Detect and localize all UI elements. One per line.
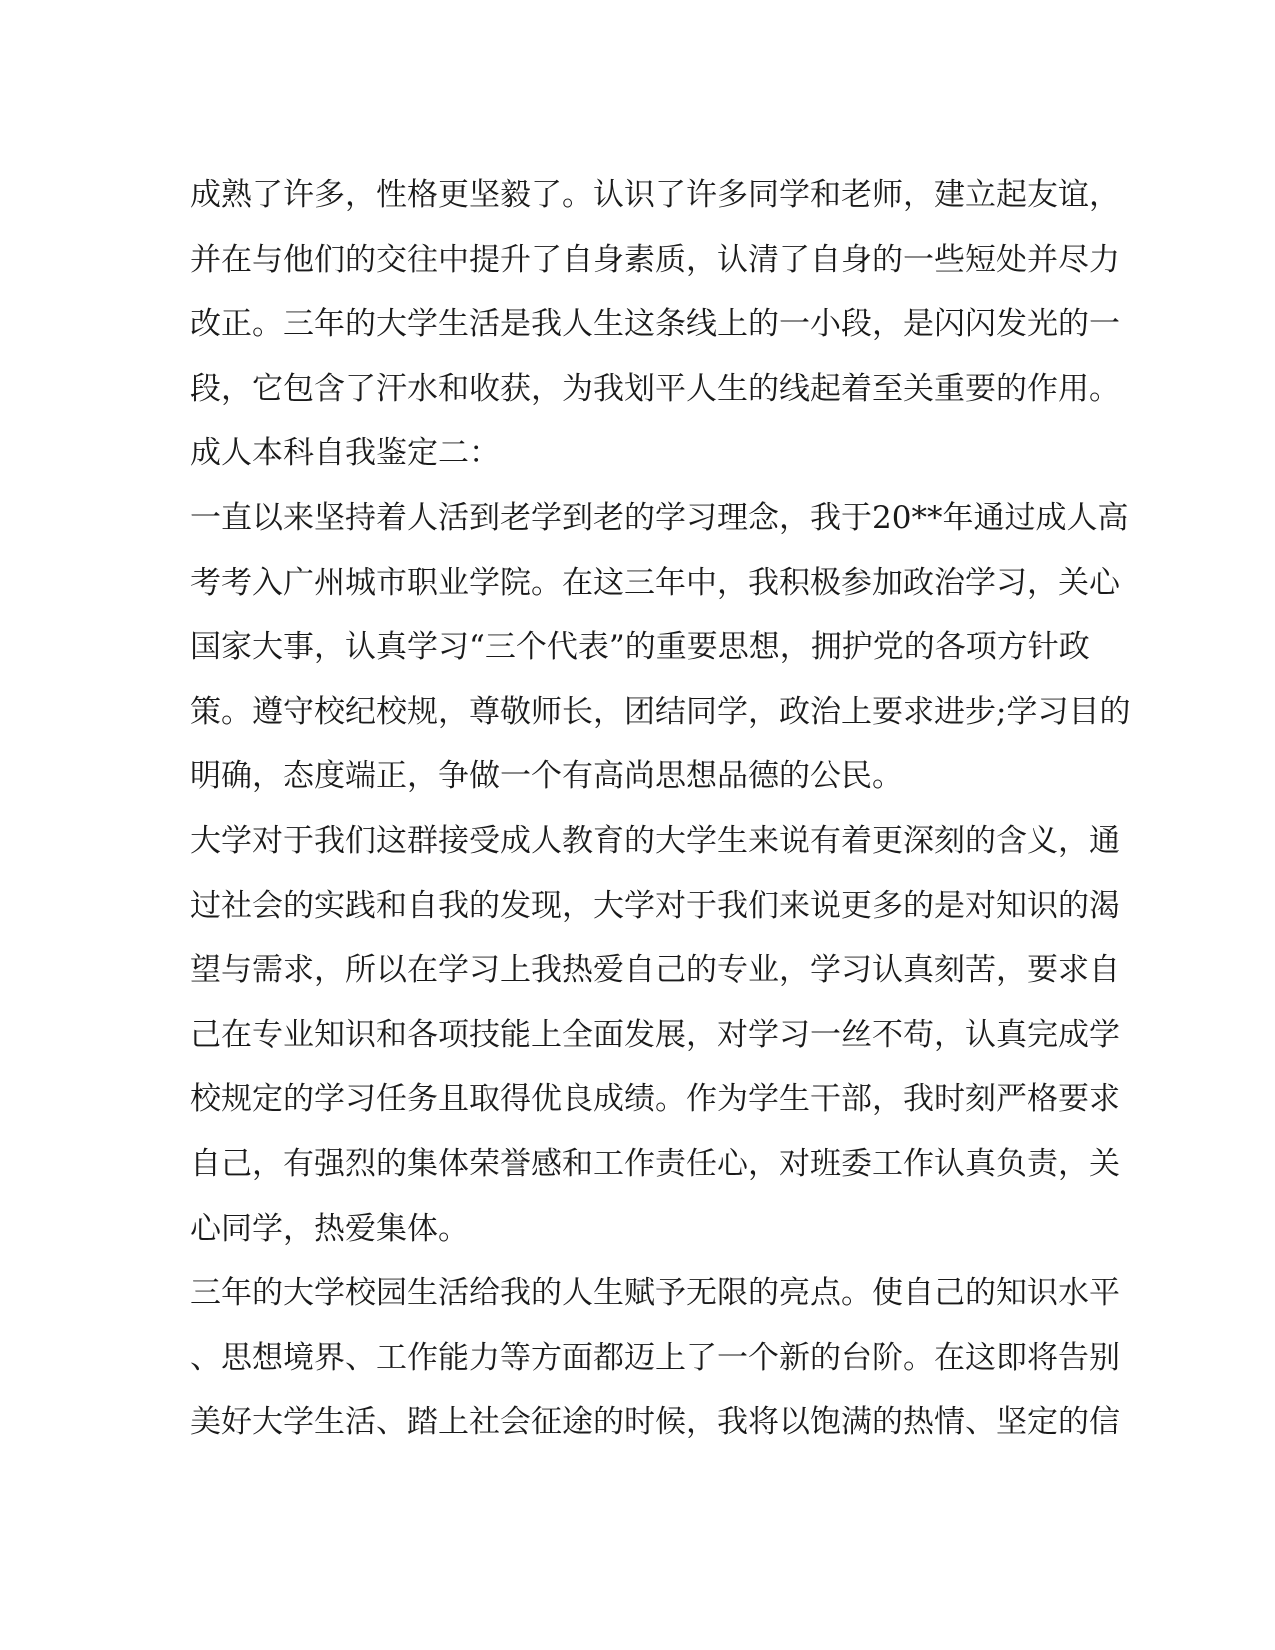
text-line: 望与需求，所以在学习上我热爱自己的专业，学习认真刻苦，要求自	[190, 952, 1120, 989]
text-line: 心同学，热爱集体。	[190, 1210, 469, 1247]
text-line: 、思想境界、工作能力等方面都迈上了一个新的台阶。在这即将告别	[190, 1339, 1120, 1376]
text-line: 三年的大学校园生活给我的人生赋予无限的亮点。使自己的知识水平	[190, 1275, 1120, 1312]
text-line: 自己，有强烈的集体荣誉感和工作责任心，对班委工作认真负责，关	[190, 1145, 1120, 1182]
text-line: 明确，态度端正，争做一个有高尚思想品德的公民。	[190, 758, 903, 795]
text-line: 并在与他们的交往中提升了自身素质，认清了自身的一些短处并尽力	[190, 241, 1120, 278]
text-line: 校规定的学习任务且取得优良成绩。作为学生干部，我时刻严格要求	[190, 1081, 1120, 1118]
text-line: 美好大学生活、踏上社会征途的时候，我将以饱满的热情、坚定的信	[190, 1404, 1120, 1441]
text-line: 策。遵守校纪校规，尊敬师长，团结同学，政治上要求进步;学习目的	[190, 693, 1131, 730]
text-line: 成熟了许多，性格更坚毅了。认识了许多同学和老师，建立起友谊，	[190, 177, 1120, 213]
section-heading: 成人本科自我鉴定二：	[190, 435, 500, 472]
text-line: 国家大事，认真学习“三个代表”的重要思想，拥护党的各项方针政	[190, 629, 1090, 666]
text-line: 段，它包含了汗水和收获，为我划平人生的线起着至关重要的作用。	[190, 370, 1120, 407]
document-body	[190, 163, 1131, 1455]
text-line: 己在专业知识和各项技能上全面发展，对学习一丝不苟，认真完成学	[190, 1016, 1120, 1053]
text-line: 改正。三年的大学生活是我人生这条线上的一小段，是闪闪发光的一	[190, 306, 1120, 343]
text-line: 过社会的实践和自我的发现，大学对于我们来说更多的是对知识的渴	[190, 887, 1120, 924]
text-line: 大学对于我们这群接受成人教育的大学生来说有着更深刻的含义，通	[190, 822, 1120, 859]
text-line: 一直以来坚持着人活到老学到老的学习理念，我于20**年通过成人高	[190, 499, 1129, 536]
text-line: 考考入广州城市职业学院。在这三年中，我积极参加政治学习，关心	[190, 564, 1120, 601]
